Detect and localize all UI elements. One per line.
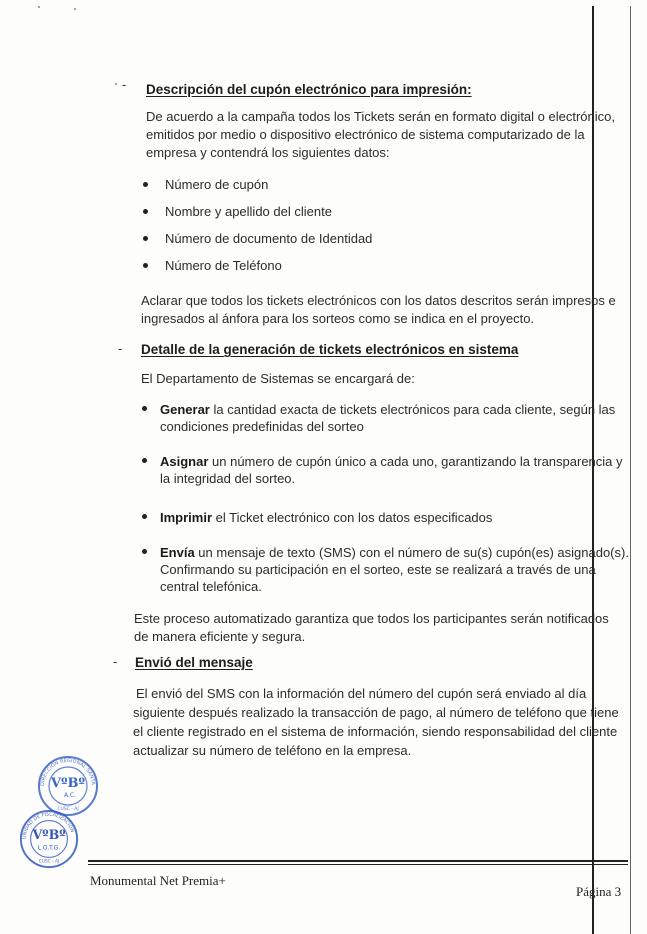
bullet-icon — [142, 549, 147, 554]
section1-intro-line: emitidos por medio o dispositivo electrónico de sistema computarizado de la — [146, 127, 585, 142]
bullet-icon — [142, 514, 147, 519]
section1-closing-line: ingresados al ánfora para los sorteos como se indica en el proyecto. — [141, 311, 535, 326]
bullet-icon — [142, 406, 147, 411]
section2-item — [160, 544, 629, 595]
item-keyword: Envía — [160, 545, 195, 560]
scan-border-line-secondary — [630, 6, 631, 934]
item-text: un mensaje de texto (SMS) con el número de su(s) cupón(es) asignado(s). — [194, 545, 629, 560]
stamp-main-text: VºBº — [50, 776, 86, 791]
section2-item — [160, 401, 615, 435]
item-text: central telefónica. — [160, 579, 262, 594]
stamp-sub-text: L.O.T.G. — [37, 845, 61, 852]
stamp-bottom-text: CUSC - AJ — [57, 807, 79, 812]
bullet-icon — [143, 236, 148, 241]
bullet-icon — [143, 209, 148, 214]
section1-bullet: Nombre y apellido del cliente — [165, 204, 332, 219]
item-text: el Ticket electrónico con los datos especificados — [212, 510, 493, 525]
section2-intro: El Departamento de Sistemas se encargará de: — [141, 371, 415, 386]
item-text: la cantidad exacta de tickets electrónicos para cada cliente, según las — [209, 402, 616, 417]
section2-dash: - — [118, 341, 123, 356]
section2-closing-line: Este proceso automatizado garantiza que todos los participantes serán notificados — [134, 611, 609, 626]
footer-rule — [88, 860, 628, 862]
approval-stamp — [18, 808, 80, 870]
section3-dash: - — [113, 654, 118, 669]
section1-bullet: Número de documento de Identidad — [165, 231, 373, 246]
section1-bullet: Número de Teléfono — [165, 258, 282, 273]
scan-speck — [74, 8, 76, 10]
bullet-icon — [143, 182, 148, 187]
item-text: condiciones predefinidas del sorteo — [160, 419, 364, 434]
bullet-icon — [143, 263, 148, 268]
section2-closing-line: de manera eficiente y segura. — [134, 629, 306, 644]
bullet-icon — [142, 458, 147, 463]
section2-item — [160, 453, 623, 487]
scan-speck — [115, 83, 117, 85]
footer-rule-thin — [88, 864, 628, 865]
item-keyword: Asignar — [160, 454, 209, 469]
stamp-bottom-text: CUSC - AJ — [38, 859, 60, 865]
footer-page-number: Página 3 — [576, 884, 622, 899]
footer-company: Monumental Net Premia+ — [90, 873, 226, 888]
item-text: un número de cupón único a cada uno, garantizando la transparencia y — [208, 454, 623, 469]
stamp-ring-text: UNIDAD DE FISCALIZACIÓN — [22, 812, 75, 840]
section1-intro-line: De acuerdo a la campaña todos los Tickets serán en formato digital o electrónico, — [146, 109, 615, 124]
item-keyword: Generar — [160, 402, 210, 417]
stamp-main-text: VºBº — [32, 827, 66, 842]
section3-line: El envió del SMS con la información del número del cupón será enviado al día — [136, 686, 587, 701]
item-keyword: Imprimir — [160, 510, 213, 525]
section2-heading: Detalle de la generación de tickets electrónicos en sistema — [141, 342, 519, 357]
section1-dash: - — [122, 77, 127, 92]
section2-item — [160, 509, 492, 526]
section3-line: actualizar su número de teléfono en la empresa. — [133, 743, 412, 758]
section3-heading: Envió del mensaje — [135, 655, 253, 670]
section1-closing-line: Aclarar que todos los tickets electrónicos con los datos descritos serán impresos e — [141, 293, 616, 308]
section3-line: el cliente registrado en el sistema de información, siendo responsabilidad del cliente — [133, 724, 618, 739]
section1-bullet: Número de cupón — [165, 177, 269, 192]
section3-line: siguiente después realizado la transacción de pago, al número de teléfono que tiene — [133, 705, 619, 720]
scan-speck — [38, 6, 40, 8]
item-text: Confirmando su participación en el sorteo, este se realizará a través de una — [160, 562, 596, 577]
item-text: la integridad del sorteo. — [160, 471, 296, 486]
section1-intro-line: empresa y contendrá los siguientes datos: — [146, 145, 390, 160]
stamp-ring-text: DIRECCIÓN REGIONAL SANTA — [39, 757, 97, 787]
section1-heading: Descripción del cupón electrónico para impresión: — [146, 82, 472, 97]
stamp-sub-text: A.C. — [63, 792, 77, 799]
